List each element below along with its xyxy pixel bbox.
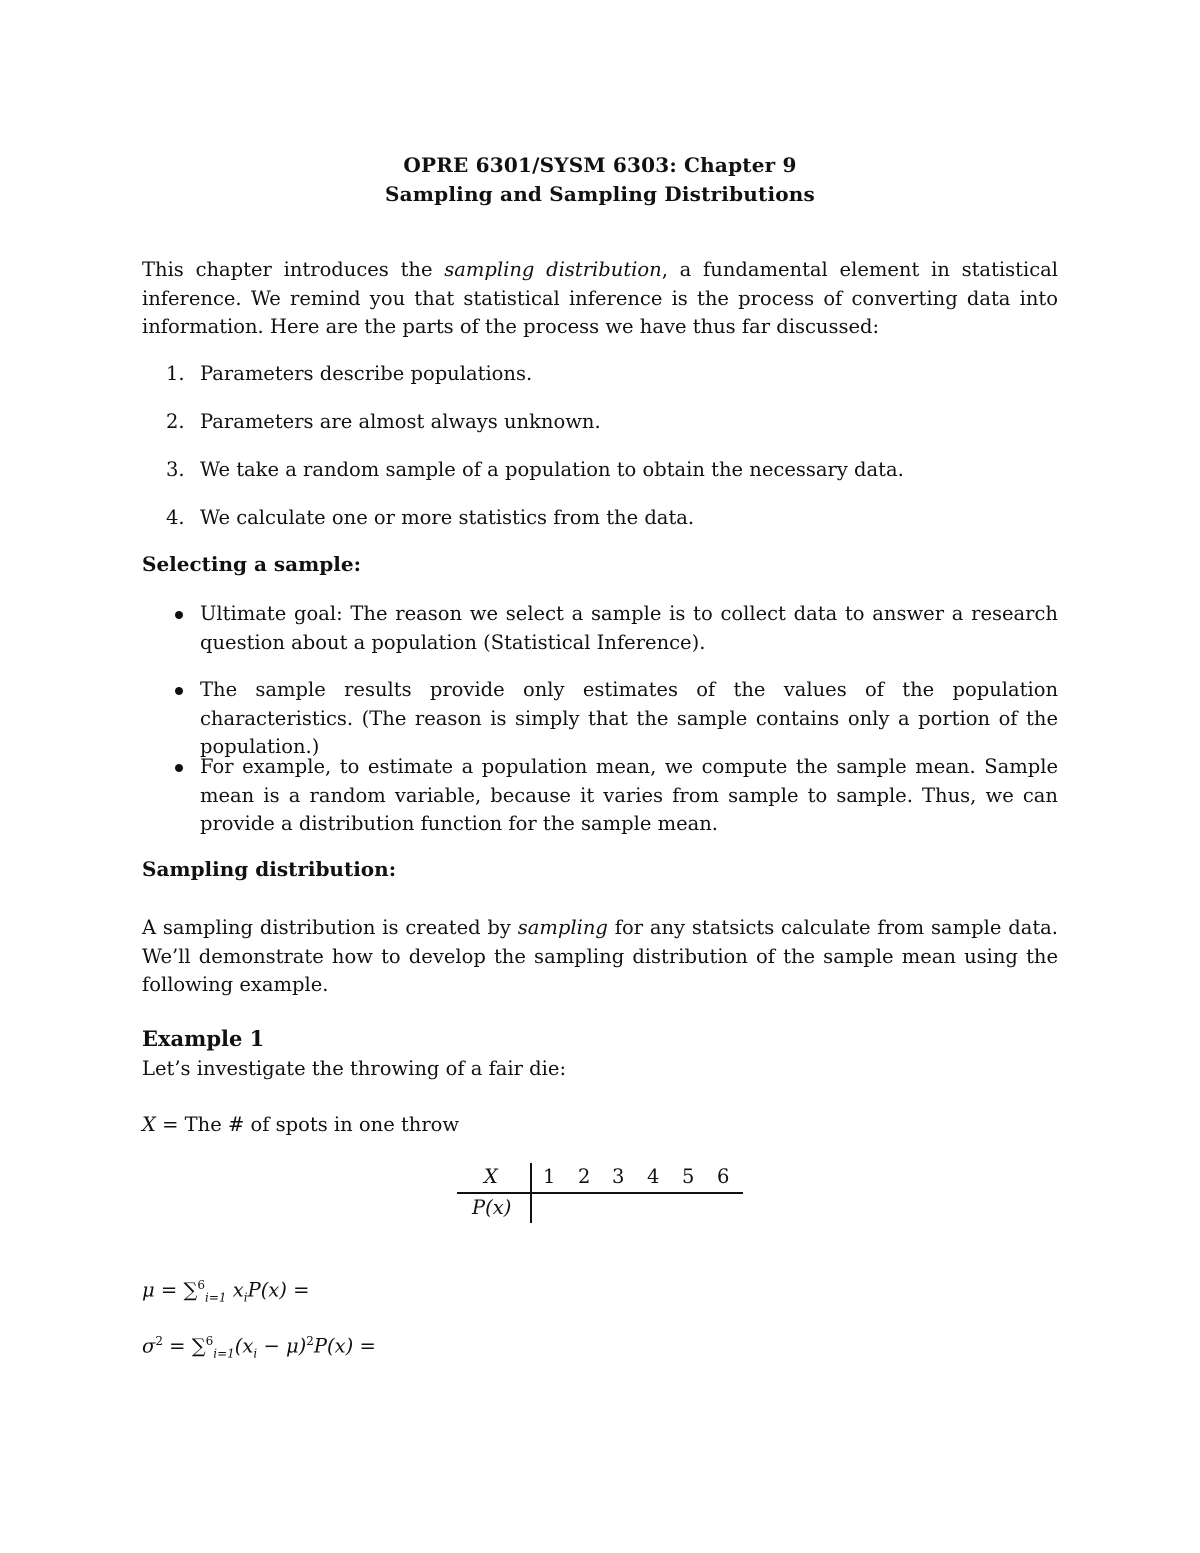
sampling-text-post: for any statsicts calculate from sample data. We’ll demonstrate how to develop the sampling distribution of the sample mean using the following example. xyxy=(142,916,1058,996)
sum-symbol: ∑ xyxy=(191,1334,206,1358)
minus-mu: − μ) xyxy=(257,1334,307,1358)
sigma-symbol: σ xyxy=(142,1334,156,1358)
sampling-paragraph xyxy=(142,914,1058,1000)
selecting-sample-heading: Selecting a sample: xyxy=(142,552,361,576)
x-equals: = xyxy=(155,1113,185,1136)
intro-paragraph xyxy=(142,256,1058,342)
sum-upper: 6 xyxy=(205,1334,214,1348)
title-line-2: Sampling and Sampling Distributions xyxy=(385,182,815,206)
table-cell: 4 xyxy=(647,1165,660,1188)
sampling-emphasis: sampling xyxy=(517,916,608,939)
bullet-dot xyxy=(175,687,183,695)
x-index: i xyxy=(243,1290,248,1305)
bullet-dot xyxy=(175,611,183,619)
sum-lower: i=1 xyxy=(213,1346,235,1361)
mean-formula xyxy=(142,1278,309,1304)
table-cell: 5 xyxy=(682,1165,695,1188)
sum-upper: 6 xyxy=(197,1278,205,1292)
x-definition xyxy=(142,1111,1058,1140)
sigma-tail: P(x) = xyxy=(313,1334,376,1358)
list-text: Parameters are almost always unknown. xyxy=(200,410,601,433)
list-text: We take a random sample of a population to obtain the necessary data. xyxy=(200,458,904,481)
square-exponent: 2 xyxy=(306,1334,314,1348)
sigma-exponent: 2 xyxy=(155,1334,163,1348)
example-intro: Let’s investigate the throwing of a fair die: xyxy=(142,1057,567,1080)
variance-formula xyxy=(142,1334,376,1360)
table-cell: 2 xyxy=(578,1165,591,1188)
list-number: 4. xyxy=(166,506,185,529)
list-number: 3. xyxy=(166,458,185,481)
mu-symbol: μ xyxy=(142,1278,155,1302)
probability-table xyxy=(457,1160,743,1226)
sum-lower: i=1 xyxy=(205,1290,227,1305)
mu-tail: P(x) = xyxy=(247,1278,310,1302)
intro-text-post: , a fundamental element in statistical inference. We remind you that statistical inference is the process of converting data into information. Here are the parts of the process we have thus far discussed: xyxy=(142,258,1058,338)
table-cell: 1 xyxy=(543,1165,556,1188)
bullet-dot xyxy=(175,764,183,772)
table-cell: 6 xyxy=(717,1165,730,1188)
x-index: i xyxy=(253,1346,258,1361)
sum-symbol: ∑ xyxy=(183,1278,198,1302)
table-header-x: X xyxy=(484,1165,498,1188)
x-definition-text: The # of spots in one throw xyxy=(184,1113,460,1136)
sampling-text-pre: A sampling distribution is created by xyxy=(142,916,518,939)
mu-equals: = xyxy=(154,1278,184,1302)
intro-emphasis: sampling distribution xyxy=(444,258,662,281)
sigma-equals: = xyxy=(162,1334,192,1358)
table-cell: 3 xyxy=(612,1165,625,1188)
x-term: (x xyxy=(234,1334,254,1358)
example-heading: Example 1 xyxy=(142,1026,265,1051)
title-line-1: OPRE 6301/SYSM 6303: Chapter 9 xyxy=(403,153,797,177)
bullet-text: Ultimate goal: The reason we select a sample is to collect data to answer a research question about a population (Statistical Inference). xyxy=(200,602,1058,654)
table-header-px: P(x) xyxy=(472,1196,512,1219)
bullet-text: The sample results provide only estimates of the values of the population characteristics. (The reason is simply that the sample contains only a portion of the population.) xyxy=(200,678,1058,758)
sampling-distribution-heading: Sampling distribution: xyxy=(142,857,397,881)
list-text: Parameters describe populations. xyxy=(200,362,533,385)
bullet-text: For example, to estimate a population mean, we compute the sample mean. Sample mean is a random variable, because it varies from sample to sample. Thus, we can provide a distribution function for the sample mean. xyxy=(200,755,1058,835)
intro-text-pre: This chapter introduces the xyxy=(142,258,445,281)
list-text: We calculate one or more statistics from the data. xyxy=(200,506,695,529)
x-variable: X xyxy=(142,1113,156,1136)
list-number: 2. xyxy=(166,410,185,433)
x-term: x xyxy=(226,1278,244,1302)
list-number: 1. xyxy=(166,362,185,385)
